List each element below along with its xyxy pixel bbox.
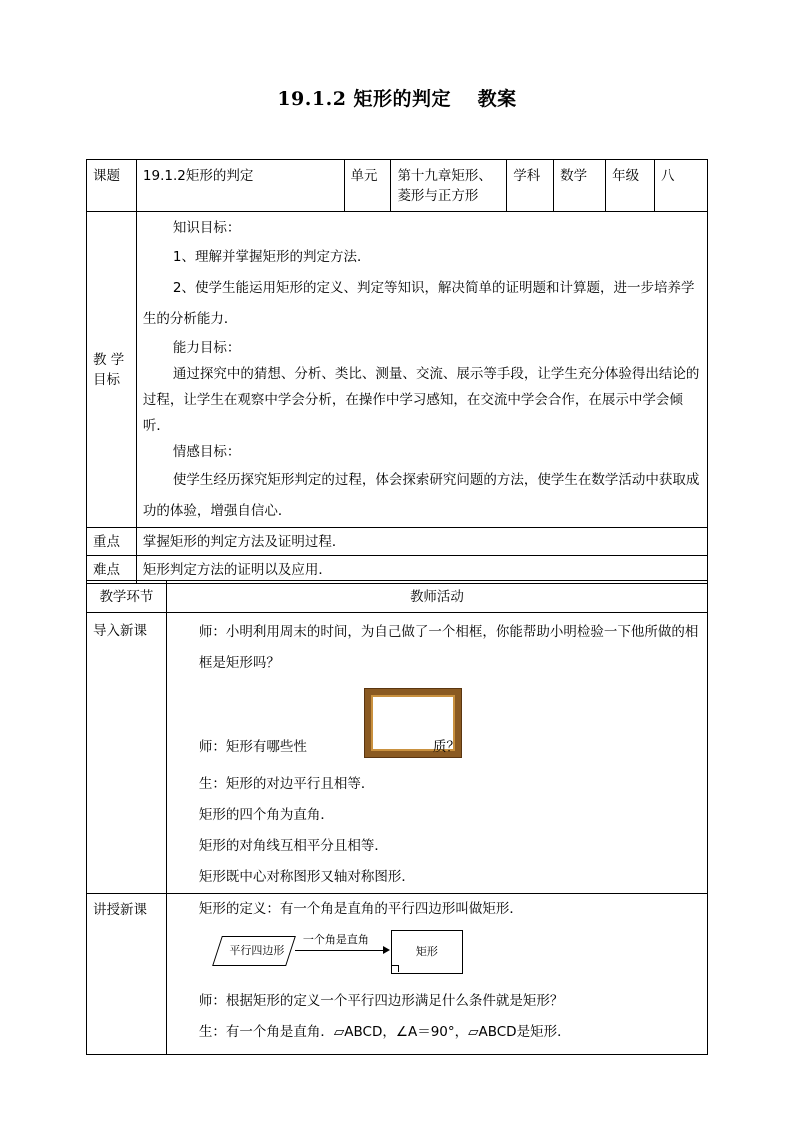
- parallelogram-label: 平行四边形: [229, 944, 285, 957]
- process-header-row: [87, 581, 708, 613]
- unit-value: 第十九章矩形、菱形与正方形: [391, 160, 507, 212]
- course-value: 19.1.2矩形的判定: [136, 160, 344, 212]
- grade-label: 年级: [606, 160, 655, 212]
- emotion-heading: 情感目标：: [172, 444, 241, 460]
- new-question: 师：根据矩形的定义一个平行四边形满足什么条件就是矩形？: [198, 993, 564, 1009]
- course-label: 课题: [87, 160, 137, 212]
- intro-question-1: 师：小明利用周末的时间，为自己做了一个相框，你能帮助小明检验一下他所做的相框是矩形吗？: [198, 624, 699, 671]
- emotion-text: 使学生经历探究矩形判定的过程，体会探索研究问题的方法，使学生在数学活动中获取成功的体验，增强自信心．: [142, 472, 700, 519]
- grade-value: 八: [655, 160, 708, 212]
- key-point-value: 掌握矩形的判定方法及证明过程．: [136, 528, 707, 556]
- intro-question-2-right: 质？: [432, 739, 460, 755]
- new-lesson-row: [87, 894, 708, 1055]
- right-angle-mark: [392, 965, 399, 972]
- unit-label: 单元: [344, 160, 391, 212]
- header-row: [87, 160, 708, 212]
- process-col-stage: 教学环节: [87, 581, 167, 613]
- subject-label: 学科: [507, 160, 554, 212]
- knowledge-item-2: 2、使学生能运用矩形的定义、判定等知识，解决简单的证明题和计算题，进一步培养学生的分析能力．: [142, 280, 695, 327]
- intro-answer-4: 矩形既中心对称图形又轴对称图形．: [198, 869, 415, 885]
- lesson-info-table: [86, 159, 708, 584]
- arrow-line: [295, 950, 387, 951]
- intro-answer-3: 矩形的对角线互相平分且相等．: [198, 838, 388, 854]
- subject-value: 数学: [554, 160, 606, 212]
- intro-answer-2: 矩形的四个角为直角．: [198, 807, 334, 823]
- new-lesson-label: 讲授新课: [87, 894, 167, 1055]
- new-lesson-activity: [166, 894, 707, 1055]
- intro-row: [87, 613, 708, 894]
- page-title: 19.1.2 矩形的判定 教案: [277, 88, 517, 110]
- arrow-label: 一个角是直角: [302, 933, 369, 946]
- goals-row: [87, 212, 708, 528]
- definition-diagram: [199, 926, 699, 978]
- knowledge-heading: 知识目标：: [172, 220, 241, 236]
- new-answer: 生：有一个角是直角．▱ABCD，∠A＝90°，▱ABCD是矩形．: [198, 1024, 571, 1040]
- rectangle-label: 矩形: [415, 945, 438, 958]
- difficulty-label: 难点: [87, 556, 137, 584]
- photo-frame-figure: [199, 679, 699, 769]
- knowledge-item-1: 1、理解并掌握矩形的判定方法．: [172, 249, 371, 265]
- process-col-activity: 教师活动: [166, 581, 707, 613]
- goals-label: 教 学目标: [87, 212, 137, 528]
- intro-answer-1: 生：矩形的对边平行且相等．: [198, 776, 375, 792]
- key-point-label: 重点: [87, 528, 137, 556]
- intro-question-2-left: 师：矩形有哪些性: [198, 739, 307, 755]
- ability-heading: 能力目标：: [172, 340, 241, 356]
- ability-text: 通过探究中的猜想、分析、类比、测量、交流、展示等手段，让学生充分体验得出结论的过程，让学生在观察中学会分析，在操作中学习感知，在交流中学会合作，在展示中学会倾听．: [142, 366, 700, 434]
- process-table: [86, 580, 708, 1055]
- intro-label: 导入新课: [87, 613, 167, 894]
- definition-text: 矩形的定义：有一个角是直角的平行四边形叫做矩形．: [198, 901, 523, 917]
- difficulty-value: 矩形判定方法的证明以及应用．: [136, 556, 707, 584]
- intro-activity: [166, 613, 707, 894]
- arrow-head-icon: [383, 946, 390, 954]
- key-point-row: [87, 528, 708, 556]
- goals-content: [136, 212, 707, 528]
